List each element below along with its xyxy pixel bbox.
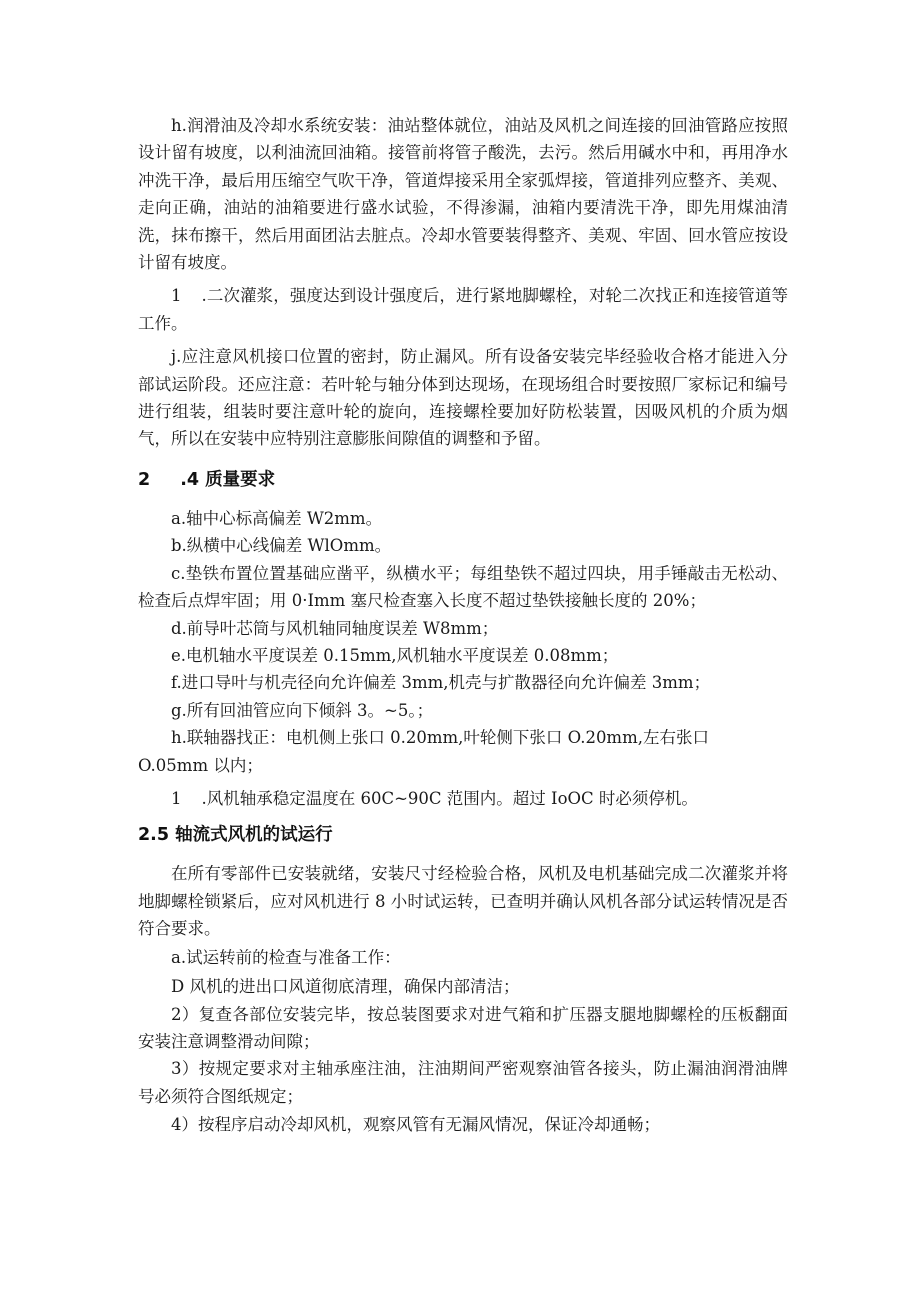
item-text: .二次灌浆，强度达到设计强度后，进行紧地脚螺栓，对轮二次找正和连接管道等工作。 bbox=[138, 286, 788, 333]
quality-item-f: f.进口导叶与机壳径向允许偏差 3mm,机壳与扩散器径向允许偏差 3mm； bbox=[171, 673, 711, 693]
paragraph-i-grouting bbox=[138, 282, 788, 337]
document-body bbox=[138, 112, 788, 1139]
item-number: 1 bbox=[171, 286, 182, 306]
trial-step-4: 4）按程序启动冷却风机，观察风管有无漏风情况，保证冷却通畅； bbox=[171, 1115, 660, 1135]
trial-step-3: 3）按规定要求对主轴承座注油，注油期间严密观察油管各接头，防止漏油润滑油牌号必须符合图纸规定； bbox=[138, 1059, 788, 1106]
item-text: .风机轴承稳定温度在 60C~90C 范围内。超过 IoOC 时必须停机。 bbox=[201, 788, 698, 808]
quality-item-h-continuation: O.05mm 以内； bbox=[138, 755, 263, 775]
section-heading-quality bbox=[138, 467, 788, 494]
quality-item-b: b.纵横中心线偏差 WlOmm。 bbox=[171, 536, 392, 556]
item-number: 1 bbox=[171, 788, 182, 808]
quality-item-g: g.所有回油管应向下倾斜 3。~5。； bbox=[171, 700, 434, 720]
trial-step-1: D 风机的进出口风道彻底清理，确保内部清洁； bbox=[171, 976, 520, 996]
quality-item-a: a.轴中心标高偏差 W2mm。 bbox=[171, 508, 383, 528]
trial-step-2: 2）复查各部位安装完毕，按总装图要求对进气箱和扩压器支腿地脚螺栓的压板翻面安装注意调整滑动间隙； bbox=[138, 1004, 788, 1051]
heading-number: 2 bbox=[138, 469, 151, 490]
section-heading-trial-run: 2.5 轴流式风机的试运行 bbox=[138, 825, 333, 846]
quality-item-c: c.垫铁布置位置基础应凿平，纵横水平；每组垫铁不超过四块，用手锤敲击无松动、检查后点焊牢固；用 0·Imm 塞尺检查塞入长度不超过垫铁接触长度的 20%； bbox=[138, 563, 788, 611]
paragraph-j-sealing: j.应注意风机接口位置的密封，防止漏风。所有设备安装完毕经验收合格才能进入分部试运阶段。还应注意：若叶轮与轴分体到达现场，在现场组合时要按照厂家标记和编号进行组装，组装时要注意叶轮的旋向，连接螺栓要加好防松装置，因吸风机的介质为烟气，所以在安装中应特别注意膨胀间隙值的调整和予留。 bbox=[138, 347, 788, 449]
trial-item-a: a.试运转前的检查与准备工作： bbox=[171, 947, 401, 967]
quality-item-d: d.前导叶芯筒与风机轴同轴度误差 W8mm； bbox=[171, 618, 499, 638]
quality-item-h: h.联轴器找正：电机侧上张口 0.20mm,叶轮侧下张口 O.20mm,左右张口 bbox=[171, 728, 709, 748]
heading-text: .4 质量要求 bbox=[180, 469, 276, 490]
trial-intro-paragraph: 在所有零部件已安装就绪，安装尺寸经检验合格，风机及电机基础完成二次灌浆并将地脚螺栓锁紧后，应对风机进行 8 小时试运转，已查明并确认风机各部分试运转情况是否符合要求。 bbox=[138, 864, 788, 939]
paragraph-h-lubrication: h.润滑油及冷却水系统安装：油站整体就位，油站及风机之间连接的回油管路应按照设计留有坡度，以利油流回油箱。接管前将管子酸洗，去污。然后用碱水中和，再用净水冲洗干净，最后用压缩空气吹干净，管道焊接采用全家弧焊接，管道排列应整齐、美观、走向正确，油站的油箱要进行盛水试验，不得渗漏，油箱内要清洗干净，即先用煤油清洗，抹布擦干，然后用面团沾去脏点。冷却水管要装得整齐、美观、牢固、回水管应按设计留有坡度。 bbox=[138, 116, 788, 273]
quality-item-e: e.电机轴水平度误差 0.15mm,风机轴水平度误差 0.08mm； bbox=[171, 645, 619, 665]
quality-item-i bbox=[138, 785, 788, 812]
